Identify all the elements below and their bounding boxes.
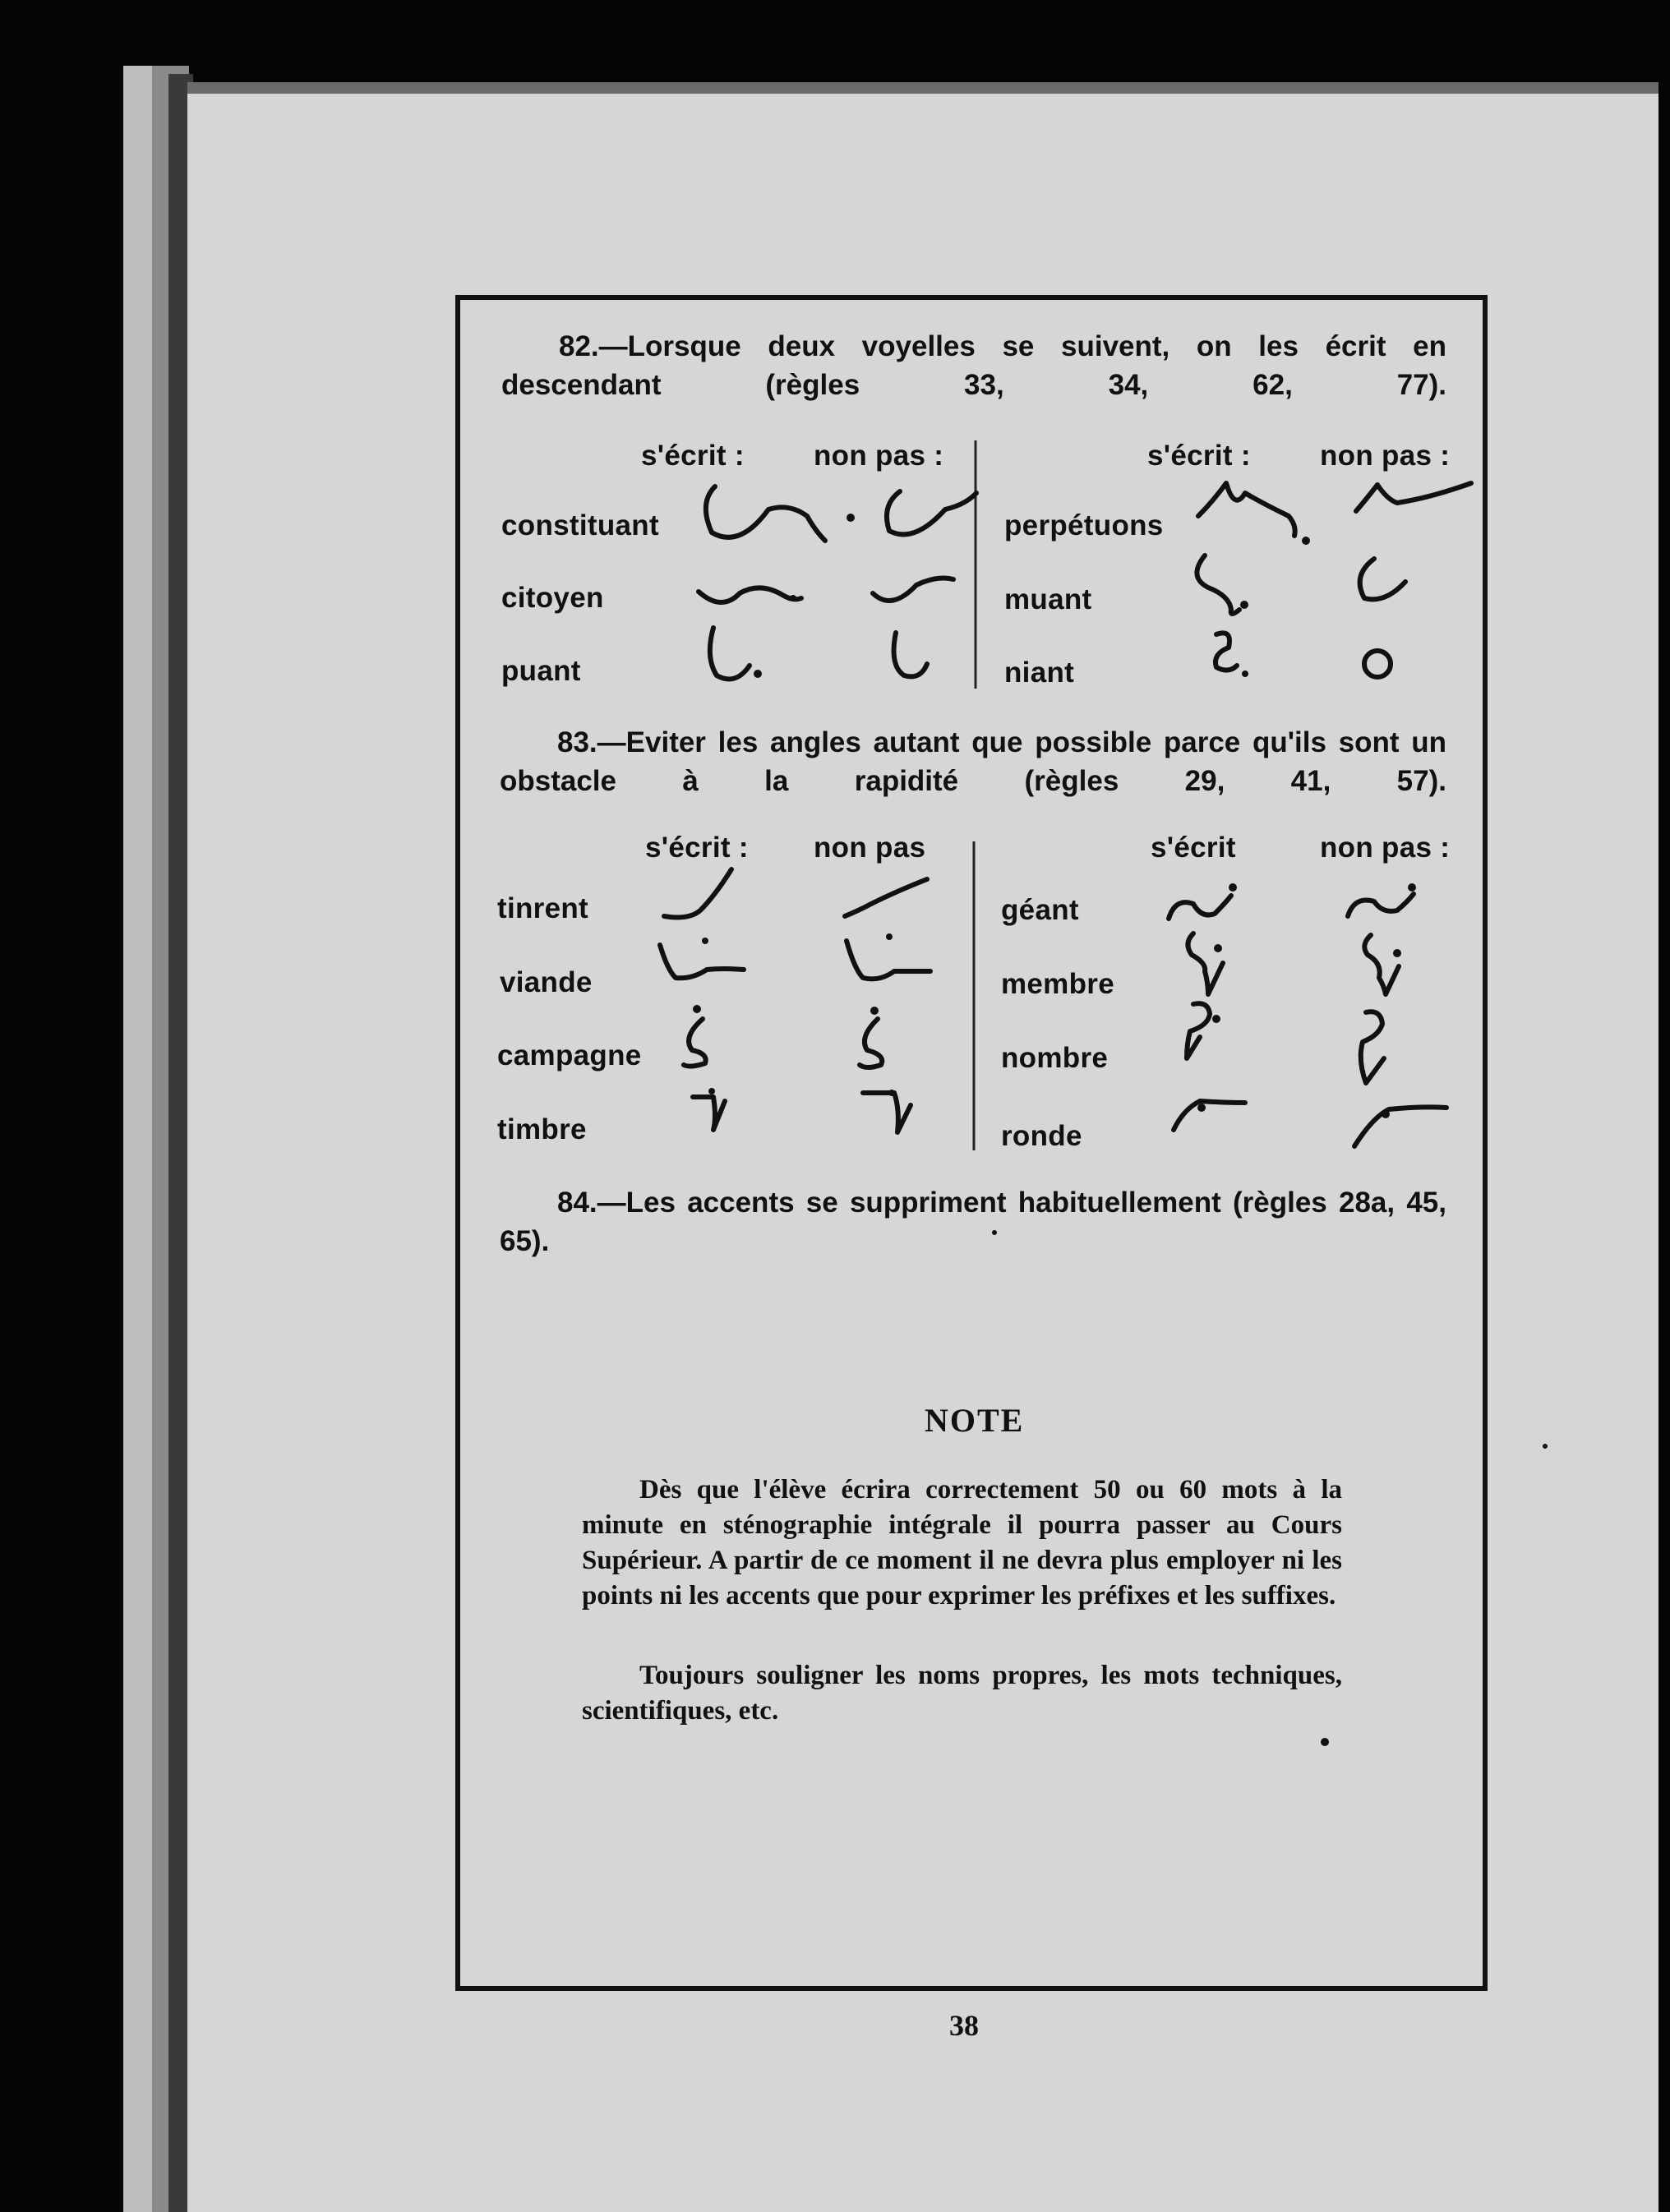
header-right-ecrit: s'écrit [1151, 832, 1236, 864]
word-tinrent: tinrent [497, 892, 588, 924]
word-ronde: ronde [1001, 1120, 1082, 1152]
header-left-ecrit: s'écrit : [641, 440, 745, 472]
rule-number: 82. [559, 330, 599, 362]
word-muant: muant [1004, 583, 1092, 615]
note-paragraph-1 [582, 1472, 1342, 1614]
rule-number: 84. [557, 1187, 597, 1219]
header-left-non: non pas [814, 832, 926, 864]
rule-text: —Les accents se suppriment habituellement (règles 28a, 45, 65). [500, 1187, 1446, 1257]
rule-84-paragraph [500, 1183, 1446, 1260]
word-membre: membre [1001, 968, 1114, 1000]
note-text: Toujours souligner les noms propres, les mots techniques, scientifiques, etc. [582, 1661, 1342, 1726]
word-campagne: campagne [497, 1039, 642, 1071]
note-text: Dès que l'élève écrira correctement 50 ou 60 mots à la minute en sténographie intégrale il pourra passer au Cours Supérieur. A partir de ce moment il ne devra plus employer ni les points ni les accents que pour exprimer les préfixes et les suffixes. [582, 1475, 1342, 1611]
word-perpetuons: perpétuons [1004, 509, 1164, 541]
word-citoyen: citoyen [501, 582, 604, 614]
rule-text: —Lorsque deux voyelles se suivent, on les écrit en descendant (règles 33, 34, 62, 77). [501, 330, 1446, 401]
word-nombre: nombre [1001, 1042, 1109, 1074]
word-puant: puant [501, 655, 581, 687]
word-timbre: timbre [497, 1113, 587, 1145]
word-geant: géant [1001, 894, 1079, 926]
note-paragraph-2 [582, 1658, 1342, 1729]
rule-82-paragraph [501, 327, 1446, 404]
note-title: NOTE [925, 1402, 1025, 1439]
word-niant: niant [1004, 657, 1075, 689]
page-number: 38 [949, 2009, 979, 2042]
word-constituant: constituant [501, 509, 659, 541]
word-viande: viande [500, 966, 593, 998]
header-right-non: non pas : [1320, 832, 1451, 864]
rule-83-paragraph [500, 723, 1446, 800]
rule-number: 83. [557, 726, 597, 758]
rule-text: —Eviter les angles autant que possible parce qu'ils sont un obstacle à la rapidité (règles 29, 41, 57). [500, 726, 1446, 797]
header-left-ecrit: s'écrit : [645, 832, 749, 864]
header-right-ecrit: s'écrit : [1147, 440, 1251, 472]
header-left-non: non pas : [814, 440, 944, 472]
header-right-non: non pas : [1320, 440, 1451, 472]
